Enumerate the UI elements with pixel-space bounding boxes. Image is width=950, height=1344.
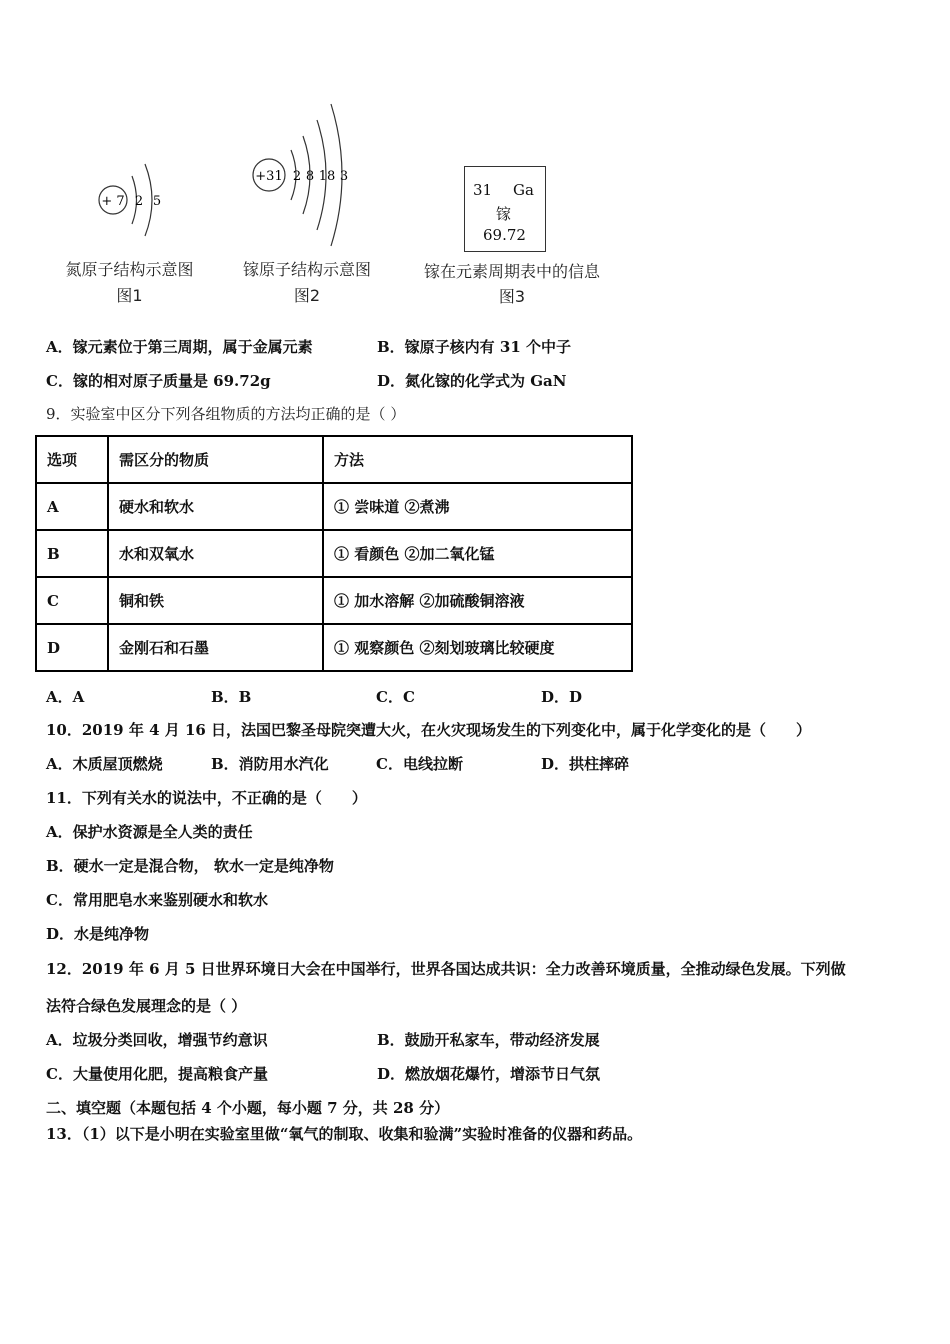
shell-2: 5 bbox=[152, 194, 162, 209]
table-row bbox=[36, 483, 632, 530]
table-header-cell: 需区分的物质 bbox=[108, 436, 323, 483]
table-cell: 水和双氧水 bbox=[108, 530, 323, 577]
table-header-cell: 选项 bbox=[36, 436, 108, 483]
atomic-number: 31 bbox=[473, 181, 493, 199]
shell-3: 18 bbox=[318, 169, 336, 184]
q9-table bbox=[35, 435, 633, 672]
q10-option-b: B．消防用水汽化 bbox=[211, 755, 329, 773]
table-cell: C bbox=[36, 577, 108, 624]
q8-option-d: D．氮化镓的化学式为 GaN bbox=[377, 372, 567, 390]
q10-option-c: C．电线拉断 bbox=[376, 755, 463, 773]
element-symbol: Ga bbox=[513, 181, 534, 199]
fig2-label: 图2 bbox=[293, 286, 321, 305]
table-cell: D bbox=[36, 624, 108, 671]
nitrogen-atom-diagram bbox=[85, 150, 185, 245]
atomic-mass: 69.72 bbox=[483, 226, 526, 244]
shell-1: 2 bbox=[292, 169, 302, 184]
q9-option-d: D．D bbox=[541, 688, 583, 706]
q10-stem: 10．2019 年 4 月 16 日，法国巴黎圣母院突遭大火，在火灾现场发生的下列变化中，属于化学变化的是（ ） bbox=[46, 721, 812, 739]
fig2-caption: 镓原子结构示意图 bbox=[242, 260, 371, 279]
table-row bbox=[36, 530, 632, 577]
q12-option-d: D．燃放烟花爆竹，增添节日气氛 bbox=[377, 1065, 601, 1083]
nucleus-charge: +31 bbox=[255, 169, 283, 184]
q11-option-b: B．硬水一定是混合物， 软水一定是纯净物 bbox=[46, 857, 334, 875]
q10-option-a: A．木质屋顶燃烧 bbox=[46, 755, 163, 773]
table-cell: B bbox=[36, 530, 108, 577]
table-cell: A bbox=[36, 483, 108, 530]
q9-option-c: C．C bbox=[376, 688, 415, 706]
q11-option-a: A．保护水资源是全人类的责任 bbox=[46, 823, 253, 841]
table-cell: 金刚石和石墨 bbox=[108, 624, 323, 671]
q12-stem-line1: 12．2019 年 6 月 5 日世界环境日大会在中国举行，世界各国达成共识：全力改善环境质量，全推动绿色发展。下列做 bbox=[46, 960, 846, 978]
table-header-row bbox=[36, 436, 632, 483]
table-cell: 硬水和软水 bbox=[108, 483, 323, 530]
section-heading: 二、填空题（本题包括 4 个小题，每小题 7 分，共 28 分） bbox=[46, 1099, 450, 1117]
q9-option-a: A．A bbox=[46, 688, 85, 706]
table-cell: ① 加水溶解 ②加硫酸铜溶液 bbox=[323, 577, 632, 624]
fig3-caption: 镓在元素周期表中的信息 bbox=[423, 262, 600, 281]
q13-stem: 13．（1）以下是小明在实验室里做“氧气的制取、收集和验满”实验时准备的仪器和药品。 bbox=[46, 1125, 643, 1143]
shell-2: 8 bbox=[305, 169, 315, 184]
table-row bbox=[36, 577, 632, 624]
q9-stem: 9．实验室中区分下列各组物质的方法均正确的是（ ） bbox=[46, 405, 406, 423]
q11-option-c: C．常用肥皂水来鉴别硬水和软水 bbox=[46, 891, 268, 909]
gallium-atom-diagram bbox=[245, 100, 365, 250]
q11-option-d: D．水是纯净物 bbox=[46, 925, 150, 943]
q9-option-b: B．B bbox=[211, 688, 252, 706]
table-cell: 铜和铁 bbox=[108, 577, 323, 624]
periodic-table-cell bbox=[464, 166, 546, 252]
q11-stem: 11．下列有关水的说法中，不正确的是（ ） bbox=[46, 789, 367, 807]
fig1-label: 图1 bbox=[116, 286, 143, 305]
q12-stem-line2: 法符合绿色发展理念的是（ ） bbox=[46, 997, 247, 1015]
q12-option-a: A．垃圾分类回收，增强节约意识 bbox=[46, 1031, 268, 1049]
nucleus-charge: + 7 bbox=[101, 194, 125, 209]
q8-option-a: A．镓元素位于第三周期，属于金属元素 bbox=[46, 338, 313, 356]
q10-option-d: D．拱柱摔碎 bbox=[541, 755, 630, 773]
q12-option-b: B．鼓励开私家车，带动经济发展 bbox=[377, 1031, 600, 1049]
table-row bbox=[36, 624, 632, 671]
q8-option-b: B．镓原子核内有 31 个中子 bbox=[377, 338, 571, 356]
table-cell: ① 尝味道 ②煮沸 bbox=[323, 483, 632, 530]
table-header-cell: 方法 bbox=[323, 436, 632, 483]
shell-4: 3 bbox=[339, 169, 349, 184]
shell-1: 2 bbox=[134, 194, 144, 209]
q8-option-c: C．镓的相对原子质量是 69.72g bbox=[46, 372, 271, 390]
element-name: 镓 bbox=[496, 205, 512, 223]
fig3-label: 图3 bbox=[498, 287, 526, 306]
q12-option-c: C．大量使用化肥，提高粮食产量 bbox=[46, 1065, 268, 1083]
fig1-caption: 氮原子结构示意图 bbox=[65, 260, 194, 279]
table-cell: ① 观察颜色 ②刻划玻璃比较硬度 bbox=[323, 624, 632, 671]
table-cell: ① 看颜色 ②加二氧化锰 bbox=[323, 530, 632, 577]
